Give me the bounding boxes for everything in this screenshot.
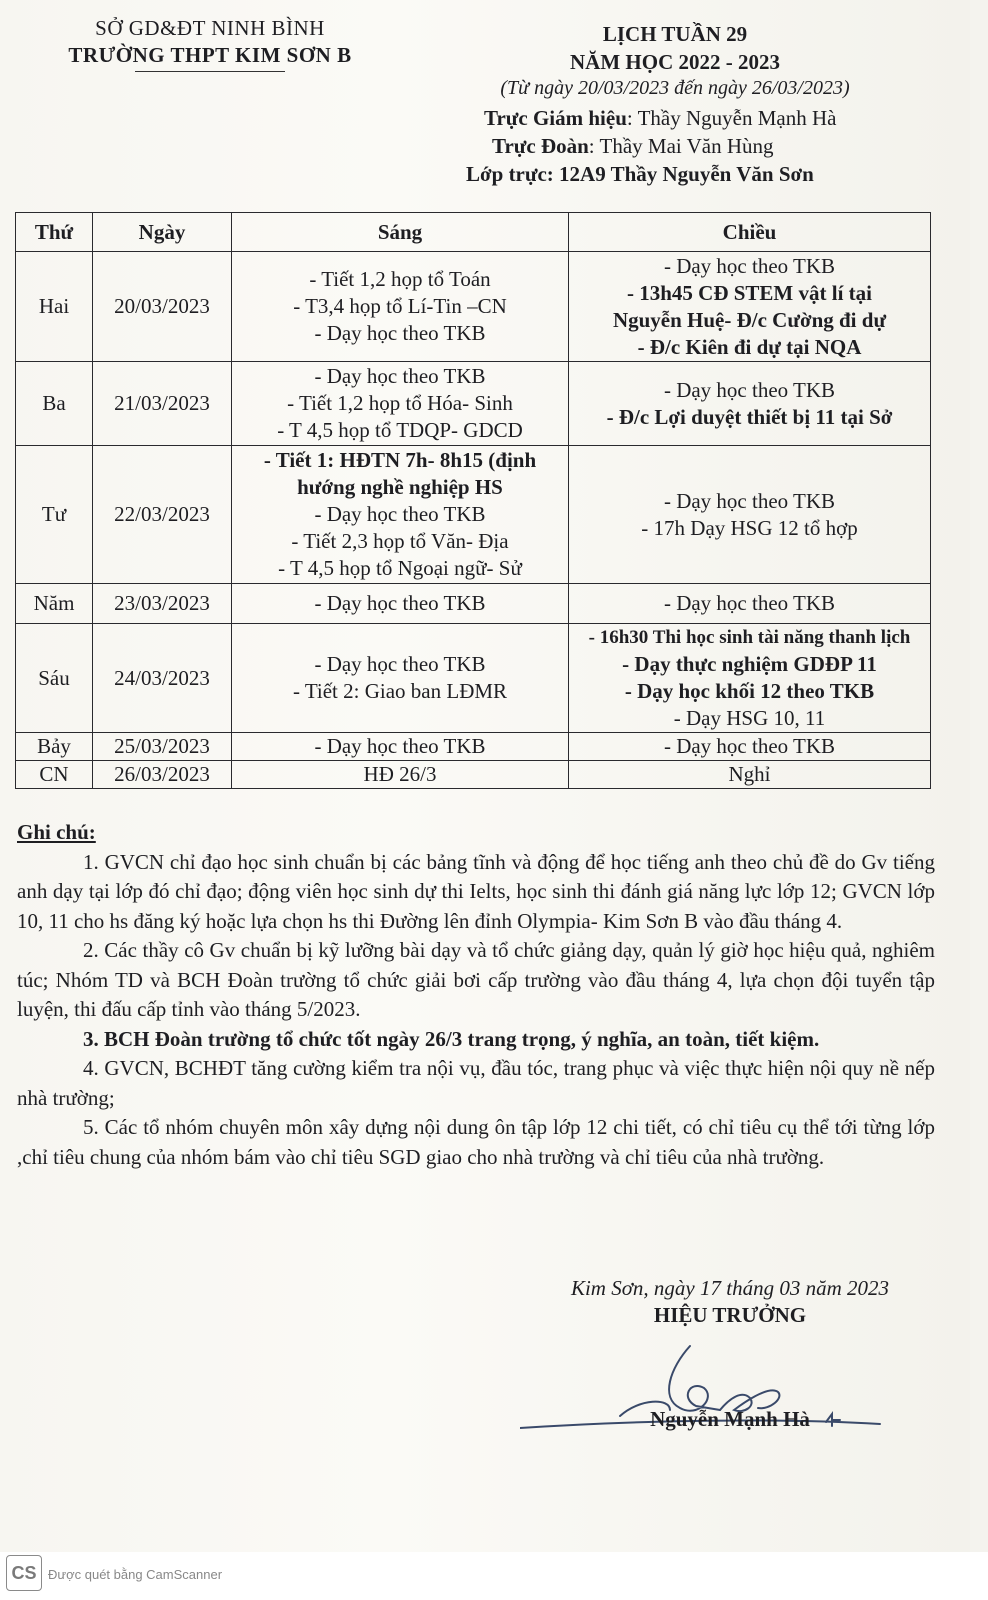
afternoon-item: - Dạy thực nghiệm GDĐP 11 bbox=[622, 652, 877, 676]
row-date: 22/03/2023 bbox=[93, 446, 232, 584]
scanner-watermark-text: Được quét bằng CamScanner bbox=[48, 1567, 223, 1582]
row-afternoon bbox=[569, 584, 931, 624]
header-day: Thứ bbox=[16, 213, 93, 252]
morning-item: - Tiết 2: Giao ban LĐMR bbox=[292, 679, 508, 703]
row-day: Ba bbox=[16, 362, 93, 446]
afternoon-item: - 17h Dạy HSG 12 tổ hợp bbox=[641, 515, 858, 540]
duty-union-label: Trực Đoàn bbox=[492, 134, 589, 158]
department-name: SỞ GD&ĐT NINH BÌNH bbox=[95, 16, 325, 40]
morning-item: - Tiết 2,3 họp tổ Văn- Địa bbox=[291, 529, 509, 553]
morning-item: - T 4,5 họp tổ TDQP- GDCD bbox=[277, 418, 523, 442]
table-row bbox=[16, 584, 931, 624]
row-date: 24/03/2023 bbox=[93, 624, 232, 733]
row-morning bbox=[232, 733, 569, 761]
row-afternoon bbox=[569, 733, 931, 761]
notes-section bbox=[17, 818, 935, 1172]
morning-item: - T3,4 họp tổ Lí-Tin –CN bbox=[293, 294, 507, 318]
row-afternoon bbox=[569, 252, 931, 362]
table-row bbox=[16, 733, 931, 761]
morning-item: HĐ 26/3 bbox=[363, 762, 437, 786]
header-afternoon: Chiều bbox=[569, 213, 931, 252]
afternoon-item: - Dạy học khối 12 theo TKB bbox=[624, 679, 875, 703]
notes-title: Ghi chú: bbox=[17, 820, 96, 844]
row-afternoon bbox=[569, 362, 931, 446]
signature-stroke bbox=[669, 1346, 720, 1411]
row-date: 25/03/2023 bbox=[93, 733, 232, 761]
row-afternoon bbox=[569, 761, 931, 789]
afternoon-item: - Dạy học theo TKB bbox=[663, 488, 836, 513]
weekly-schedule-table bbox=[15, 212, 931, 789]
camscanner-logo-icon: CS bbox=[6, 1555, 42, 1591]
afternoon-item: - Đ/c Lợi duyệt thiết bị 11 tại Sở bbox=[606, 404, 893, 429]
place-date: Kim Sơn, ngày 17 tháng 03 năm 2023 bbox=[570, 1276, 890, 1300]
note-item: 2. Các thầy cô Gv chuẩn bị kỹ lưỡng bài dạy và tổ chức giảng dạy, quản lý giờ học hiệu quả, nghiêm túc; Nhóm TD và BCH Đoàn trường tổ chức giải bơi cấp trường vào đầu tháng 4, lựa chọn đội tuyển tập luyện, thi đấu cấp tỉnh vào tháng 5/2023. bbox=[17, 938, 935, 1021]
note-item: 1. GVCN chỉ đạo học sinh chuẩn bị các bảng tĩnh và động để học tiếng anh theo chủ đề do Gv tiếng anh dạy tại lớp đó chỉ đạo; động viên học sinh dự thi Ielts, học sinh thi đánh giá năng lực lớp 12; GVCN lớp 10, 11 cho hs đăng ký hoặc lựa chọn hs thi Đường lên đỉnh Olympia- Kim Sơn B vào đầu tháng 4. bbox=[17, 849, 935, 933]
afternoon-item: - 13h45 CĐ STEM vật lí tại bbox=[626, 280, 872, 305]
morning-item: - Dạy học theo TKB bbox=[314, 321, 486, 345]
afternoon-item: - Dạy học theo TKB bbox=[663, 591, 836, 615]
duty-board bbox=[484, 104, 836, 132]
morning-item: - T 4,5 họp tổ Ngoại ngữ- Sử bbox=[278, 556, 522, 580]
morning-item: - Dạy học theo TKB bbox=[314, 734, 486, 758]
duty-board-label: Trực Giám hiệu bbox=[484, 106, 627, 130]
row-morning bbox=[232, 362, 569, 446]
row-day: CN bbox=[16, 761, 93, 789]
morning-item: - Dạy học theo TKB bbox=[314, 502, 486, 526]
morning-item: - Tiết 1,2 họp tổ Toán bbox=[309, 267, 491, 291]
row-date: 26/03/2023 bbox=[93, 761, 232, 789]
row-afternoon bbox=[569, 624, 931, 733]
morning-item: - Dạy học theo TKB bbox=[314, 652, 486, 676]
duty-union bbox=[492, 132, 774, 160]
table-row bbox=[16, 761, 931, 789]
afternoon-item: - Dạy HSG 10, 11 bbox=[673, 706, 826, 730]
row-date: 21/03/2023 bbox=[93, 362, 232, 446]
table-row bbox=[16, 252, 931, 362]
duty-class-label: Lớp trực: 12A9 Thầy Nguyễn Văn Sơn bbox=[466, 162, 814, 186]
row-day: Hai bbox=[16, 252, 93, 362]
row-date: 23/03/2023 bbox=[93, 584, 232, 624]
schedule-heading bbox=[400, 22, 920, 100]
morning-item: - Dạy học theo TKB bbox=[314, 364, 486, 388]
afternoon-item: - 16h30 Thi học sinh tài năng thanh lịch bbox=[588, 627, 911, 648]
row-day: Bảy bbox=[16, 733, 93, 761]
table-row bbox=[16, 624, 931, 733]
duty-board-value: : Thầy Nguyễn Mạnh Hà bbox=[626, 106, 837, 130]
table-row bbox=[16, 446, 931, 584]
duty-class bbox=[466, 160, 814, 188]
issuer-underline bbox=[135, 71, 285, 72]
morning-item: - Tiết 1,2 họp tổ Hóa- Sinh bbox=[287, 391, 513, 415]
row-morning bbox=[232, 252, 569, 362]
afternoon-item: Nghỉ bbox=[728, 762, 771, 786]
afternoon-item: - Dạy học theo TKB bbox=[663, 734, 836, 758]
table-header-row bbox=[16, 213, 931, 252]
signer-role: HIỆU TRƯỞNG bbox=[653, 1303, 807, 1327]
duty-union-value: : Thầy Mai Văn Hùng bbox=[588, 134, 774, 158]
date-range: (Từ ngày 20/03/2023 đến ngày 26/03/2023) bbox=[500, 77, 850, 99]
row-morning bbox=[232, 584, 569, 624]
morning-item: hướng nghề nghiệp HS bbox=[297, 475, 503, 499]
afternoon-item: - Đ/c Kiên đi dự tại NQA bbox=[637, 334, 862, 359]
row-date: 20/03/2023 bbox=[93, 252, 232, 362]
note-item: 5. Các tổ nhóm chuyên môn xây dựng nội dung ôn tập lớp 12 chi tiết, có chỉ tiêu cụ thể tới từng lớp ,chỉ tiêu chung của nhóm bám vào chỉ tiêu SGD giao cho nhà trường và chỉ tiêu của nhà trường. bbox=[17, 1115, 935, 1169]
row-morning bbox=[232, 761, 569, 789]
row-day: Năm bbox=[16, 584, 93, 624]
school-year: NĂM HỌC 2022 - 2023 bbox=[570, 50, 780, 74]
row-day: Tư bbox=[16, 446, 93, 584]
morning-item: - Dạy học theo TKB bbox=[314, 591, 486, 615]
morning-item: - Tiết 1: HĐTN 7h- 8h15 (định bbox=[263, 448, 537, 472]
signature-stroke bbox=[826, 1414, 840, 1426]
signer-name: Nguyễn Mạnh Hà bbox=[650, 1407, 810, 1431]
afternoon-item: - Dạy học theo TKB bbox=[663, 253, 836, 278]
afternoon-item: - Dạy học theo TKB bbox=[663, 377, 836, 402]
header-morning: Sáng bbox=[232, 213, 569, 252]
school-name: TRƯỜNG THPT KIM SƠN B bbox=[68, 43, 352, 67]
note-item: 4. GVCN, BCHĐT tăng cường kiểm tra nội vụ, đầu tóc, trang phục và việc thực hiện nội quy nề nếp nhà trường; bbox=[17, 1056, 935, 1110]
table-row bbox=[16, 362, 931, 446]
row-afternoon bbox=[569, 446, 931, 584]
schedule-title: LỊCH TUẦN 29 bbox=[602, 22, 748, 46]
row-morning bbox=[232, 624, 569, 733]
row-morning bbox=[232, 446, 569, 584]
signature-block bbox=[520, 1276, 940, 1432]
afternoon-item: Nguyễn Huệ- Đ/c Cường đi dự bbox=[612, 307, 887, 332]
header-date: Ngày bbox=[93, 213, 232, 252]
issuer-block bbox=[30, 16, 390, 72]
note-item: 3. BCH Đoàn trường tổ chức tốt ngày 26/3 trang trọng, ý nghĩa, an toàn, tiết kiệm. bbox=[83, 1026, 820, 1051]
row-day: Sáu bbox=[16, 624, 93, 733]
